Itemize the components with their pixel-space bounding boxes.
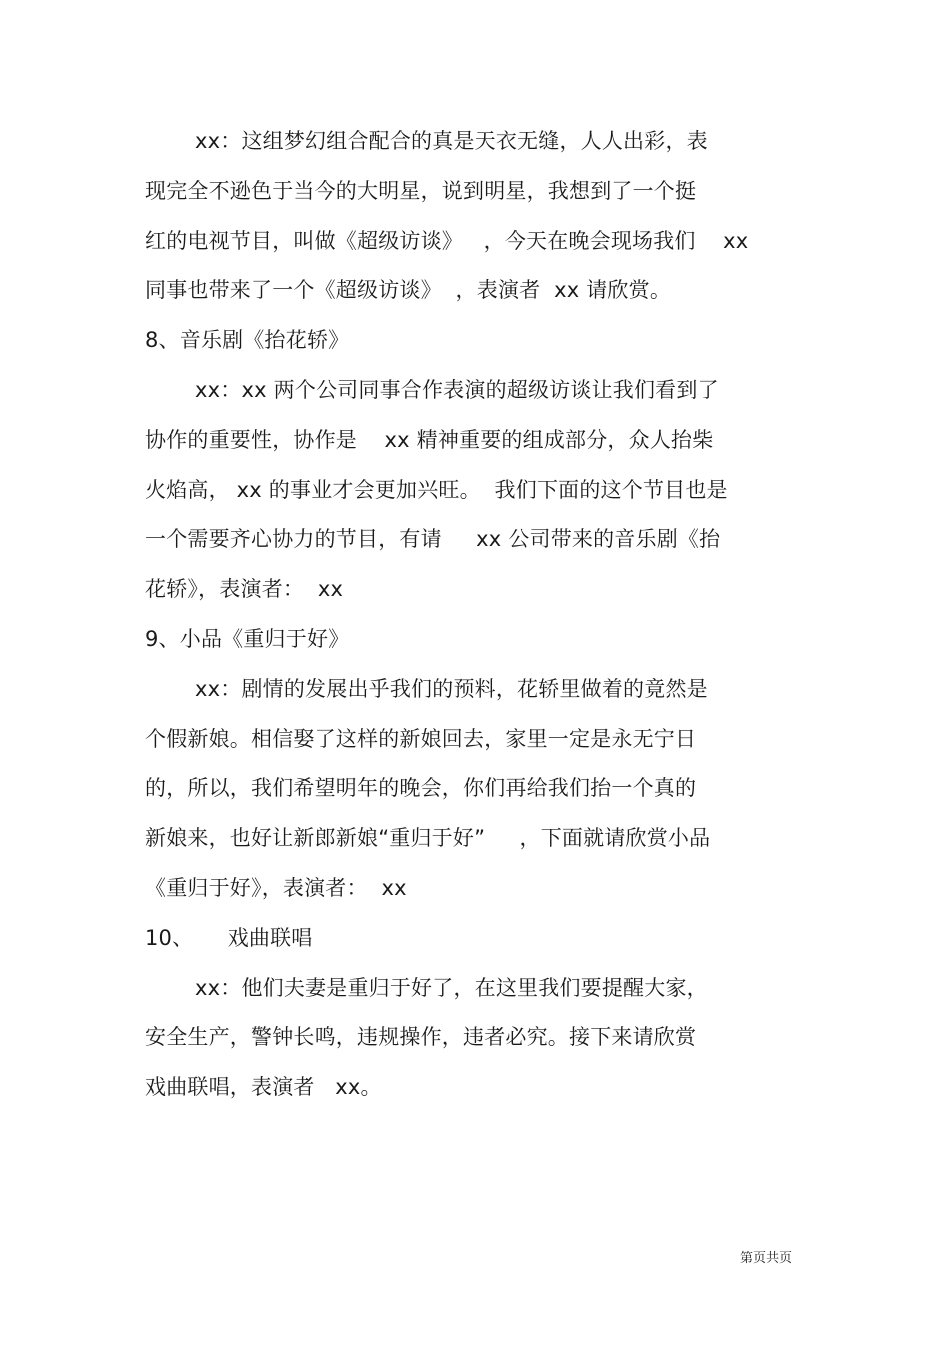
text-line: 同事也带来了一个《超级访谈》 ，表演者 xx 请欣赏。 (145, 278, 672, 302)
section-heading: 9、小品《重归于好》 (145, 627, 350, 651)
text-line: 一个需要齐心协力的节目，有请 xx 公司带来的音乐剧《抬 (145, 527, 721, 551)
text-line: 红的电视节目，叫做《超级访谈》 ，今天在晚会现场我们 xx (145, 229, 749, 253)
section-heading: 10、 戏曲联唱 (145, 926, 313, 950)
text-line: 《重归于好》，表演者： xx (145, 876, 407, 900)
section-heading: 8、音乐剧《抬花轿》 (145, 328, 350, 352)
text-line: 花轿》，表演者： xx (145, 577, 344, 601)
text-line: 的，所以，我们希望明年的晚会，你们再给我们抬一个真的 (145, 776, 697, 800)
text-line: 戏曲联唱，表演者 xx。 (145, 1075, 382, 1099)
text-line: 协作的重要性，协作是 xx 精神重要的组成部分，众人抬柴 (145, 428, 714, 452)
text-line: xx：剧情的发展出乎我们的预料，花轿里做着的竟然是 (195, 677, 708, 701)
text-line: 火焰高， xx 的事业才会更加兴旺。 我们下面的这个节目也是 (145, 478, 728, 502)
text-line: 个假新娘。相信娶了这样的新娘回去，家里一定是永无宁日 (145, 727, 697, 751)
text-line: xx：这组梦幻组合配合的真是天衣无缝，人人出彩，表 (195, 129, 708, 153)
text-line: xx：xx 两个公司同事合作表演的超级访谈让我们看到了 (195, 378, 719, 402)
text-line: 安全生产，警钟长鸣，违规操作，违者必究。接下来请欣赏 (145, 1025, 697, 1049)
text-line: xx：他们夫妻是重归于好了，在这里我们要提醒大家， (195, 976, 708, 1000)
page-footer: 第页共页 (740, 1251, 793, 1266)
text-line: 新娘来，也好让新郎新娘“重归于好” ，下面就请欣赏小品 (145, 826, 711, 850)
text-line: 现完全不逊色于当今的大明星，说到明星，我想到了一个挺 (145, 179, 697, 203)
